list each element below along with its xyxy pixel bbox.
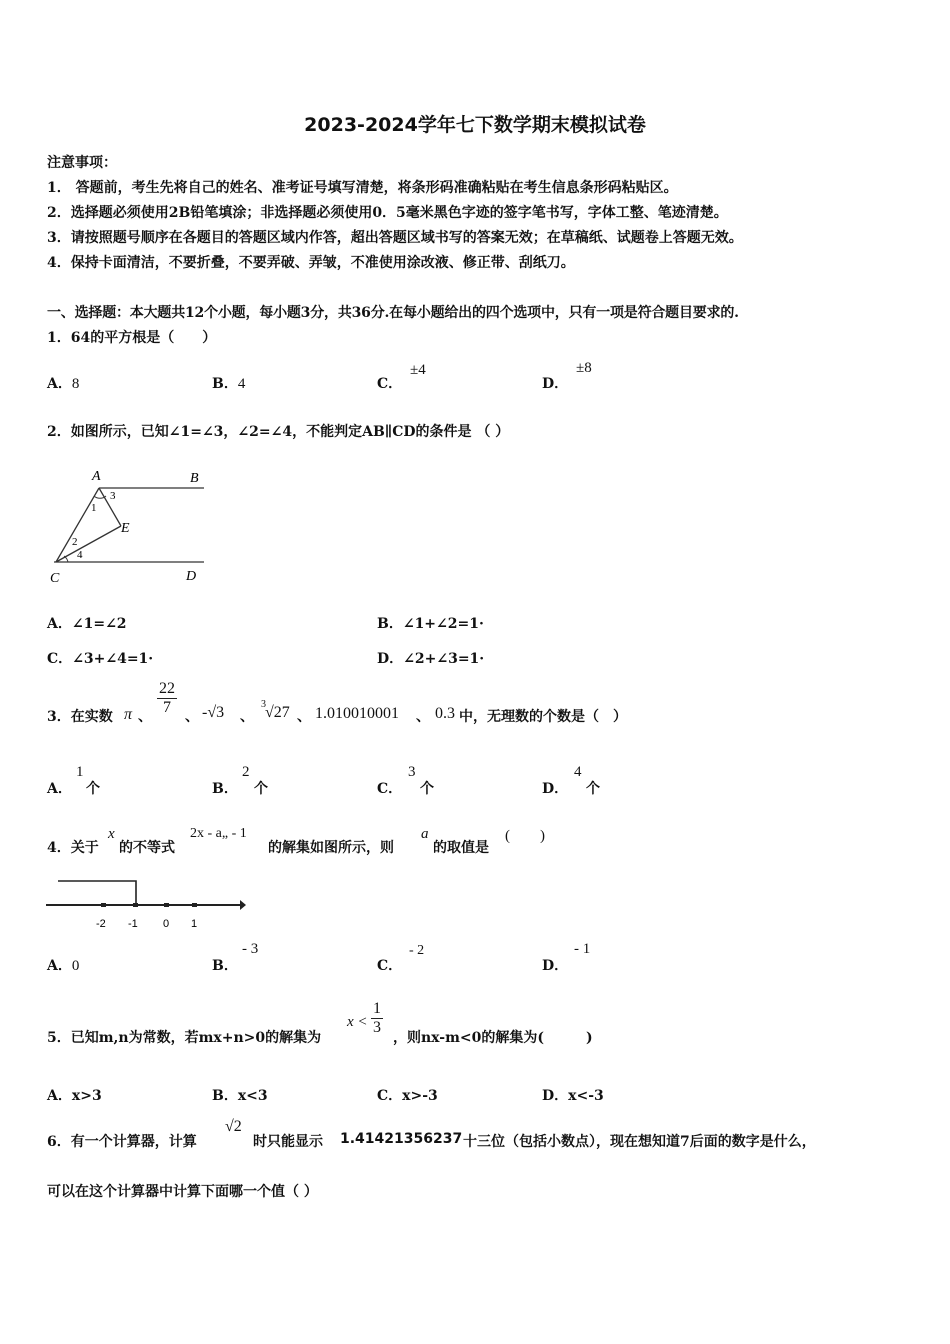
number-line (44, 876, 249, 932)
option-value: 0 (71, 958, 80, 974)
fraction-denominator: 3 (373, 1019, 381, 1036)
option-d: D．∠2+∠3=1· (377, 651, 485, 667)
question-3-suffix: 中，无理数的个数是（ ） (459, 709, 627, 725)
solution-bracket (58, 881, 136, 905)
tick-label: 1 (191, 918, 198, 930)
pi-symbol: π (124, 706, 133, 723)
option-label: C． (377, 376, 403, 392)
question-4-mid2: 的解集如图所示，则 (268, 840, 394, 856)
option-a (47, 373, 79, 393)
page-title: 2023-2024学年七下数学期末模拟试卷 (304, 114, 646, 136)
section-heading: 一、选择题：本大题共12个小题，每小题3分，共36分.在每小题给出的四个选项中，只有一项是符合题目要求的. (47, 305, 739, 321)
label-a: A (92, 469, 101, 484)
option-c: C．x>-3 (377, 1088, 438, 1104)
variable-a: a (421, 826, 429, 842)
fraction-numerator: 1 (373, 1000, 381, 1017)
notice-item: 2．选择题必须使用2B铅笔填涂；非选择题必须使用0．5毫米黑色字迹的签字笔书写，字体工整、笔迹清楚。 (47, 205, 728, 221)
label-angle-4: 4 (77, 549, 83, 561)
question-1-stem: 1．64的平方根是（ ） (47, 330, 217, 346)
tick-label: -2 (96, 918, 106, 930)
neg-sqrt-3: -√3 (202, 704, 225, 721)
question-6-suffix: 十三位（包括小数点），现在想知道7后面的数字是什么， (463, 1134, 816, 1150)
option-d: D．x<-3 (542, 1088, 604, 1104)
question-6-mid: 时只能显示 (253, 1134, 323, 1150)
label-b: B (190, 471, 199, 486)
tick-mark (101, 903, 106, 907)
option-c-value: ±4 (410, 362, 426, 378)
option-d-label: D． (542, 781, 569, 797)
option-a-unit: 个 (86, 781, 100, 797)
label-angle-2: 2 (72, 536, 78, 548)
option-c: C．∠3+∠4=1· (47, 651, 154, 667)
option-d-value: - 1 (574, 941, 591, 957)
option-value: 8 (71, 376, 80, 392)
option-d-label: D． (542, 958, 569, 974)
fraction-numerator: 22 (159, 680, 175, 697)
fraction-denominator: 7 (163, 699, 171, 716)
tick-mark (133, 903, 138, 907)
question-2-stem: 2．如图所示，已知∠1=∠3，∠2=∠4，不能判定AB∥CD的条件是 （ ） (47, 424, 510, 440)
fraction-1-3 (371, 1000, 383, 1037)
label-c: C (50, 571, 60, 586)
separator: 、 (297, 709, 311, 725)
number-0-3: 0.3 (435, 705, 455, 722)
tick-mark (192, 903, 197, 907)
option-label: A． (47, 958, 72, 974)
option-c-unit: 个 (420, 781, 434, 797)
question-4-prefix: 4．关于 (47, 840, 99, 856)
notice-item: 3．请按照题号顺序在各题目的答题区域内作答，超出答题区域书写的答案无效；在草稿纸、试题卷上答题无效。 (47, 230, 743, 246)
separator: 、 (240, 709, 254, 725)
question-6-line2: 可以在这个计算器中计算下面哪一个值（ ） (47, 1184, 318, 1200)
separator: 、 (185, 709, 199, 725)
option-b-label: B． (212, 958, 238, 974)
option-a: A．∠1=∠2 (47, 616, 127, 632)
question-4-mid: 的不等式 (119, 840, 175, 856)
inequality-x-less: x < (347, 1014, 368, 1030)
question-4-suffix: 的取值是 (433, 840, 489, 856)
notice-heading: 注意事项： (47, 155, 117, 171)
variable-x: x (108, 826, 115, 842)
display-value: 1.41421356237 (340, 1131, 463, 1147)
answer-paren: ( ) (505, 828, 545, 844)
option-d-value: ±8 (576, 360, 592, 376)
option-b-label: B． (212, 781, 238, 797)
sqrt-2: √2 (225, 1118, 242, 1135)
separator: 、 (416, 709, 430, 725)
option-label: D． (542, 376, 569, 392)
option-b-unit: 个 (254, 781, 268, 797)
cube-root-27: √27 (265, 704, 290, 721)
option-c-label: C． (377, 958, 403, 974)
option-b (212, 373, 245, 393)
option-c-label: C． (377, 781, 403, 797)
label-angle-3: 3 (110, 490, 116, 502)
question-6-prefix: 6．有一个计算器，计算 (47, 1134, 197, 1150)
label-e: E (121, 521, 130, 536)
option-a-label: A． (47, 781, 72, 797)
option-b-value: - 3 (242, 941, 259, 957)
option-b-value: 2 (242, 764, 250, 780)
option-a (47, 955, 79, 975)
geometry-figure (44, 462, 214, 587)
label-angle-1: 1 (91, 502, 97, 514)
number-line-arrow (240, 900, 246, 910)
separator: 、 (138, 709, 152, 725)
option-c (377, 373, 402, 393)
cube-root-index: 3 (261, 699, 266, 710)
option-d-unit: 个 (586, 781, 600, 797)
option-c-value: 3 (408, 764, 416, 780)
option-b: B．x<3 (212, 1088, 268, 1104)
inequality-expression: 2x - a„ - 1 (190, 826, 247, 841)
tick-label: -1 (128, 918, 138, 930)
notice-item: 4．保持卡面清洁，不要折叠，不要弄破、弄皱，不准使用涂改液、修正带、刮纸刀。 (47, 255, 575, 271)
option-value: 4 (237, 376, 246, 392)
tick-label: 0 (163, 918, 170, 930)
option-b: B．∠1+∠2=1· (377, 616, 484, 632)
tick-mark (164, 903, 169, 907)
option-c-value: - 2 (409, 943, 425, 958)
notice-item: 1． 答题前，考生先将自己的姓名、准考证号填写清楚，将条形码准确粘贴在考生信息条形码粘贴区。 (47, 180, 678, 196)
option-a-value: 1 (76, 764, 84, 780)
question-5-prefix: 5．已知m,n为常数，若mx+n>0的解集为 (47, 1030, 322, 1046)
option-label: A． (47, 376, 72, 392)
number-1010010001: 1.010010001 (315, 705, 399, 722)
label-d: D (186, 569, 197, 584)
option-d (542, 373, 568, 393)
fraction-22-7 (157, 680, 177, 717)
option-a: A．x>3 (47, 1088, 102, 1104)
question-5-suffix: ，则nx-m<0的解集为( ) (393, 1030, 593, 1046)
option-label: B． (212, 376, 238, 392)
question-3-prefix: 3．在实数 (47, 709, 113, 725)
option-d-value: 4 (574, 764, 582, 780)
